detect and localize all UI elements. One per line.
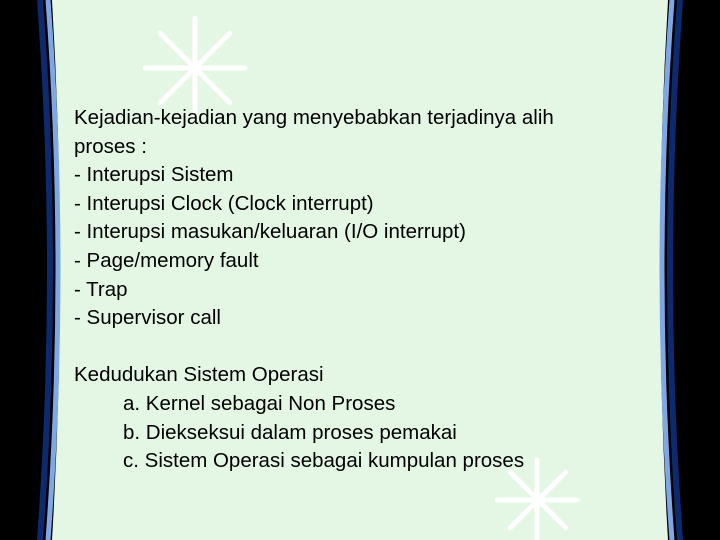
- sub-item: a. Kernel sebagai Non Proses: [123, 391, 396, 415]
- list-item: - Interupsi Clock (Clock interrupt): [74, 191, 374, 215]
- list-item: - Interupsi masukan/keluaran (I/O interrupt): [74, 220, 466, 244]
- sub-item: c. Sistem Operasi sebagai kumpulan proses: [123, 449, 525, 473]
- list-item: - Trap: [74, 277, 128, 301]
- sparkle-top: [145, 18, 245, 118]
- slide-body: [74, 104, 644, 476]
- heading-line-2: proses :: [74, 134, 147, 158]
- sub-item: b. Diekseksui dalam proses pemakai: [123, 420, 457, 444]
- list-item: - Supervisor call: [74, 306, 221, 330]
- spacer: [74, 333, 644, 362]
- list-item: - Interupsi Sistem: [74, 163, 234, 187]
- list-item: - Page/memory fault: [74, 248, 259, 272]
- section-heading: Kedudukan Sistem Operasi: [74, 363, 324, 387]
- heading-line-1: Kejadian-kejadian yang menyebabkan terjadinya alih: [74, 106, 554, 129]
